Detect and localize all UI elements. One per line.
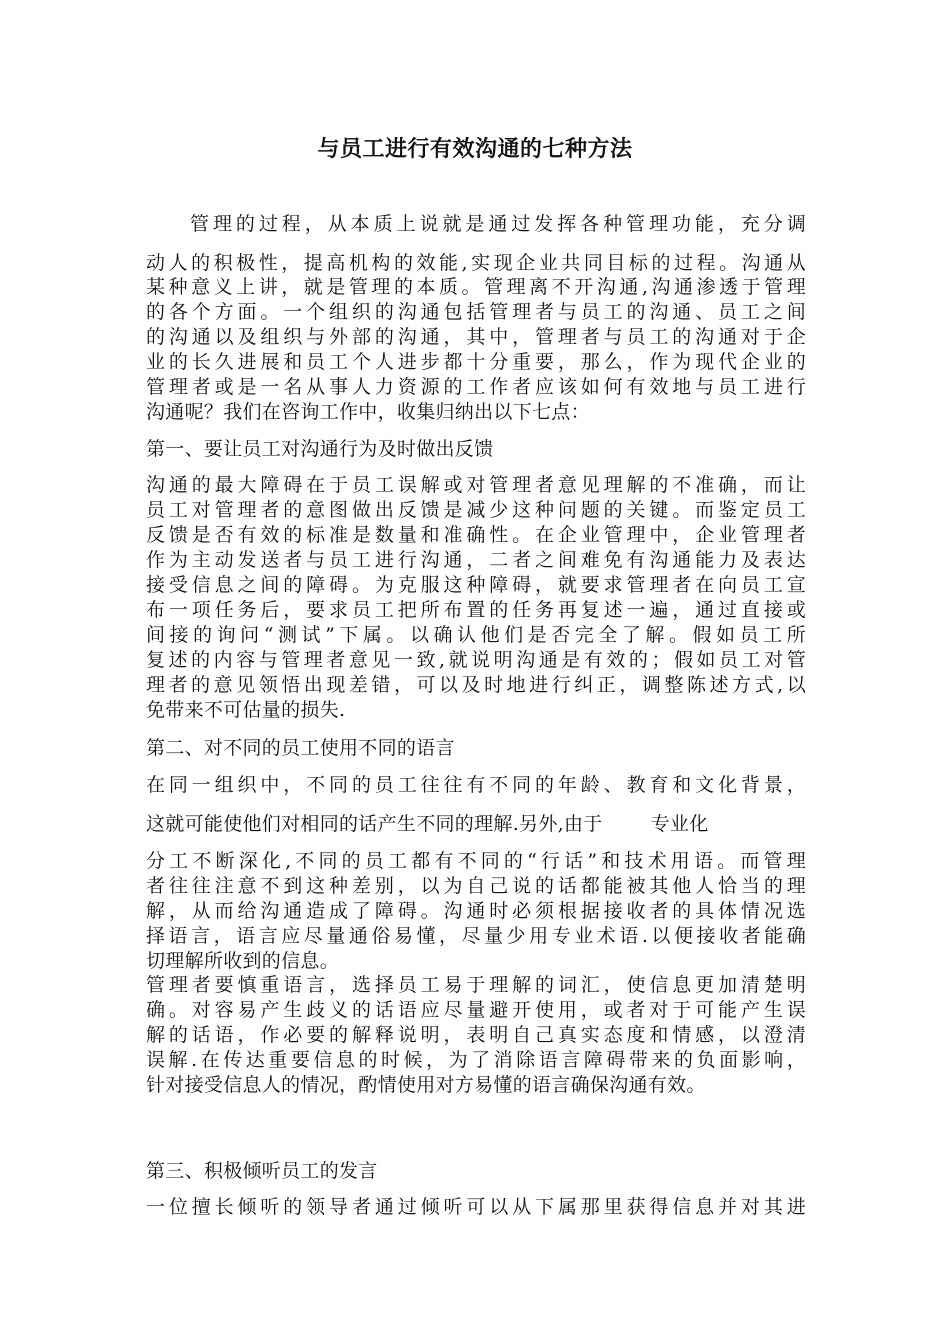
section2-line: 者往往注意不到这种差别，以为自己说的话都能被其他人恰当的理 [146,875,806,897]
section2-line-part-a: 这就可能使他们对相同的话产生不同的理解.另外,由于 [146,813,603,835]
section2-line: 解，从而给沟通造成了障碍。沟通时必须根据接收者的具体情况选 [146,900,806,922]
section2-line: 在同一组织中，不同的员工往往有不同的年龄、教育和文化背景， [146,774,806,796]
section2-line-split [146,811,806,837]
section-heading-3: 第三、积极倾听员工的发言 [146,1160,378,1182]
section2-line: 切理解所收到的信息。 [146,950,340,972]
intro-line: 动人的积极性，提高机构的效能,实现企业共同目标的过程。沟通从 [146,252,806,274]
section1-line: 免带来不可估量的损失. [146,699,346,721]
section1-line: 作为主动发送者与员工进行沟通，二者之间难免有沟通能力及表达 [146,549,806,571]
intro-line: 的各个方面。一个组织的沟通包括管理者与员工的沟通、员工之间 [146,301,806,323]
intro-line: 管理者或是一名从事人力资源的工作者应该如何有效地与员工进行 [146,376,806,398]
section1-line: 员工对管理者的意图做出反馈是减少这种问题的关键。而鉴定员工 [146,499,806,521]
section2-line: 误解.在传达重要信息的时候，为了消除语言障碍带来的负面影响， [146,1049,806,1071]
section1-line: 反馈是否有效的标准是数量和准确性。在企业管理中，企业管理者 [146,524,806,546]
section2-line: 解的话语，作必要的解释说明，表明自己真实态度和情感，以澄清 [146,1024,806,1046]
section2-line: 择语言，语言应尽量通俗易懂，尽量少用专业术语.以便接收者能确 [146,925,806,947]
section1-line: 间接的询问“测试”下属。以确认他们是否完全了解。假如员工所 [146,624,806,646]
intro-line: 业的长久进展和员工个人进步都十分重要，那么，作为现代企业的 [146,351,806,373]
intro-line: 沟通呢？我们在咨询工作中，收集归纳出以下七点： [146,401,590,423]
section2-line-part-b: 专业化 [650,813,709,835]
section2-line: 确。对容易产生歧义的话语应尽量避开使用，或者对于可能产生误 [146,999,806,1021]
section1-line: 接受信息之间的障碍。为克服这种障碍，就要求管理者在向员工宣 [146,574,806,596]
section1-line: 复述的内容与管理者意见一致,就说明沟通是有效的；假如员工对管 [146,649,806,671]
section-heading-2: 第二、对不同的员工使用不同的语言 [146,737,455,759]
section1-line: 沟通的最大障碍在于员工误解或对管理者意见理解的不准确，而让 [146,474,806,496]
intro-line: 的沟通以及组织与外部的沟通，其中，管理者与员工的沟通对于企 [146,326,806,348]
intro-line: 管理的过程，从本质上说就是通过发挥各种管理功能，充分调 [190,213,806,235]
section2-line: 针对接受信息人的情况，酌情使用对方易懂的语言确保沟通有效。 [146,1074,706,1096]
section1-line: 布一项任务后，要求员工把所布置的任务再复述一遍，通过直接或 [146,599,806,621]
section2-line: 管理者要慎重语言，选择员工易于理解的词汇，使信息更加清楚明 [146,974,806,996]
document-title: 与员工进行有效沟通的七种方法 [317,137,633,162]
section2-line: 分工不断深化,不同的员工都有不同的“行话”和技术用语。而管理 [146,850,806,872]
section3-line: 一位擅长倾听的领导者通过倾听可以从下属那里获得信息并对其进 [146,1196,806,1218]
intro-line: 某种意义上讲，就是管理的本质。管理离不开沟通,沟通渗透于管理 [146,276,806,298]
section-heading-1: 第一、要让员工对沟通行为及时做出反馈 [146,438,494,460]
section1-line: 理者的意见领悟出现差错，可以及时地进行纠正，调整陈述方式,以 [146,674,806,696]
